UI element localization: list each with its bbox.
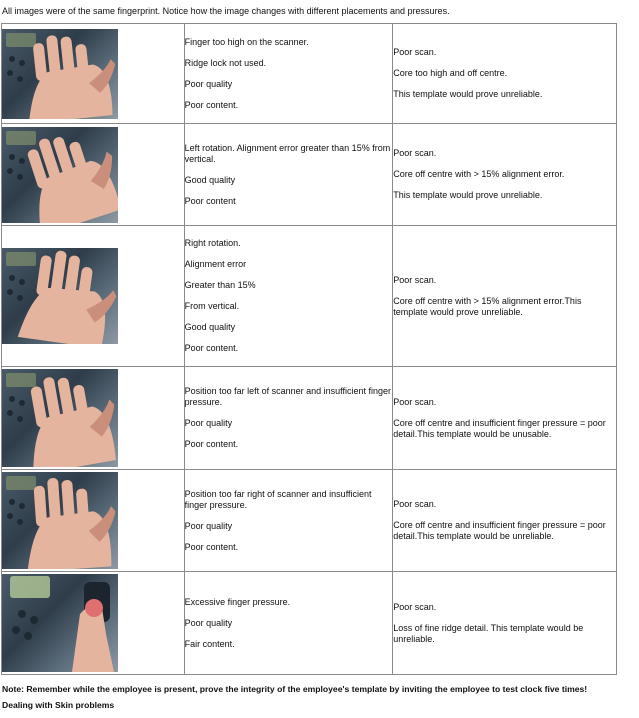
footer-note: Note: Remember while the employee is present, prove the integrity of the employee's template by inviting the employee to test clock five times! (2, 684, 588, 694)
placement-description-cell (184, 24, 393, 124)
placement-description-cell (184, 226, 393, 367)
scan-result-line: Poor scan. (393, 47, 437, 57)
photo-cell (2, 124, 185, 226)
placement-description-cell (184, 470, 393, 572)
intro-text: All images were of the same fingerprint. Notice how the image changes with different placements and pressures. (2, 6, 450, 16)
placement-description-line: Poor content. (184, 541, 239, 552)
scan-result-cell (393, 226, 617, 367)
hand-on-scanner-photo (2, 472, 118, 569)
placement-description-line: Good quality (184, 174, 236, 185)
table-row (2, 24, 617, 124)
scan-result-line: Poor scan. (393, 396, 437, 407)
placement-description-line: Fair content. (184, 638, 235, 649)
hand-on-scanner-photo (2, 29, 118, 119)
scan-result-cell (393, 24, 617, 124)
placement-description-line: Greater than 15% (184, 280, 256, 290)
table-row (2, 226, 617, 367)
placement-description-line: Poor quality (184, 78, 233, 89)
hand-on-scanner-photo (2, 127, 118, 223)
scan-result-cell (393, 572, 617, 675)
scan-result-line: This template would prove unreliable. (393, 190, 543, 200)
photo-cell (2, 24, 185, 124)
placement-description-line: Right rotation. (184, 238, 241, 248)
placement-description-line: Poor content. (184, 439, 239, 449)
placement-description-line: Left rotation. Alignment error greater than 15% from vertical. (184, 142, 391, 164)
table-row (2, 367, 617, 470)
scan-result-line: Poor scan. (393, 148, 437, 158)
placement-description-cell (184, 124, 393, 226)
photo-cell (2, 572, 185, 675)
scan-result-line: This template would prove unreliable. (393, 89, 543, 99)
fingerprint-placement-table (1, 23, 617, 675)
table-row (2, 572, 617, 675)
scan-result-line: Core off centre and insufficient finger pressure = poor detail.This template would be unusable. (393, 417, 606, 439)
scan-result-line: Poor scan. (393, 601, 437, 612)
placement-description-line: Poor content. (184, 99, 239, 110)
photo-cell (2, 367, 185, 470)
placement-description-line: Alignment error (184, 259, 247, 269)
placement-description-line: Position too far right of scanner and insufficient finger pressure. (184, 488, 372, 510)
scan-result-line: Loss of fine ridge detail. This template would be unreliable. (393, 622, 584, 644)
scan-result-line: Poor scan. (393, 274, 437, 285)
placement-description-cell (184, 572, 393, 675)
placement-description-line: Poor quality (184, 418, 233, 428)
placement-description-line: Poor quality (184, 617, 233, 628)
placement-description-line: Good quality (184, 322, 236, 332)
finger-pressing-scanner-photo (2, 574, 118, 672)
placement-description-line: From vertical. (184, 301, 240, 311)
scan-result-line: Core off centre with > 15% alignment error.This template would prove unreliable. (393, 295, 582, 317)
scan-result-cell (393, 124, 617, 226)
scan-result-line: Core off centre with > 15% alignment error. (393, 169, 565, 179)
scan-result-line: Core too high and off centre. (393, 68, 508, 78)
placement-description-cell (184, 367, 393, 470)
hand-on-scanner-photo (2, 369, 118, 467)
placement-description-line: Poor content (184, 195, 236, 206)
placement-description-line: Position too far left of scanner and insufficient finger pressure. (184, 386, 392, 407)
skin-problems-link[interactable]: Dealing with Skin problems (2, 700, 115, 710)
scan-result-cell (393, 470, 617, 572)
photo-cell (2, 470, 185, 572)
photo-cell (2, 226, 185, 367)
scan-result-line: Core off centre and insufficient finger pressure = poor detail.This template would be unreliable. (393, 520, 606, 541)
scan-result-line: Poor scan. (393, 499, 437, 509)
table-row (2, 124, 617, 226)
placement-description-line: Excessive finger pressure. (184, 596, 291, 607)
table-row (2, 470, 617, 572)
scan-result-cell (393, 367, 617, 470)
placement-description-line: Finger too high on the scanner. (184, 36, 309, 47)
placement-description-line: Ridge lock not used. (184, 57, 267, 68)
placement-description-line: Poor quality (184, 520, 233, 531)
placement-description-line: Poor content. (184, 343, 239, 353)
hand-on-scanner-photo (2, 248, 118, 344)
